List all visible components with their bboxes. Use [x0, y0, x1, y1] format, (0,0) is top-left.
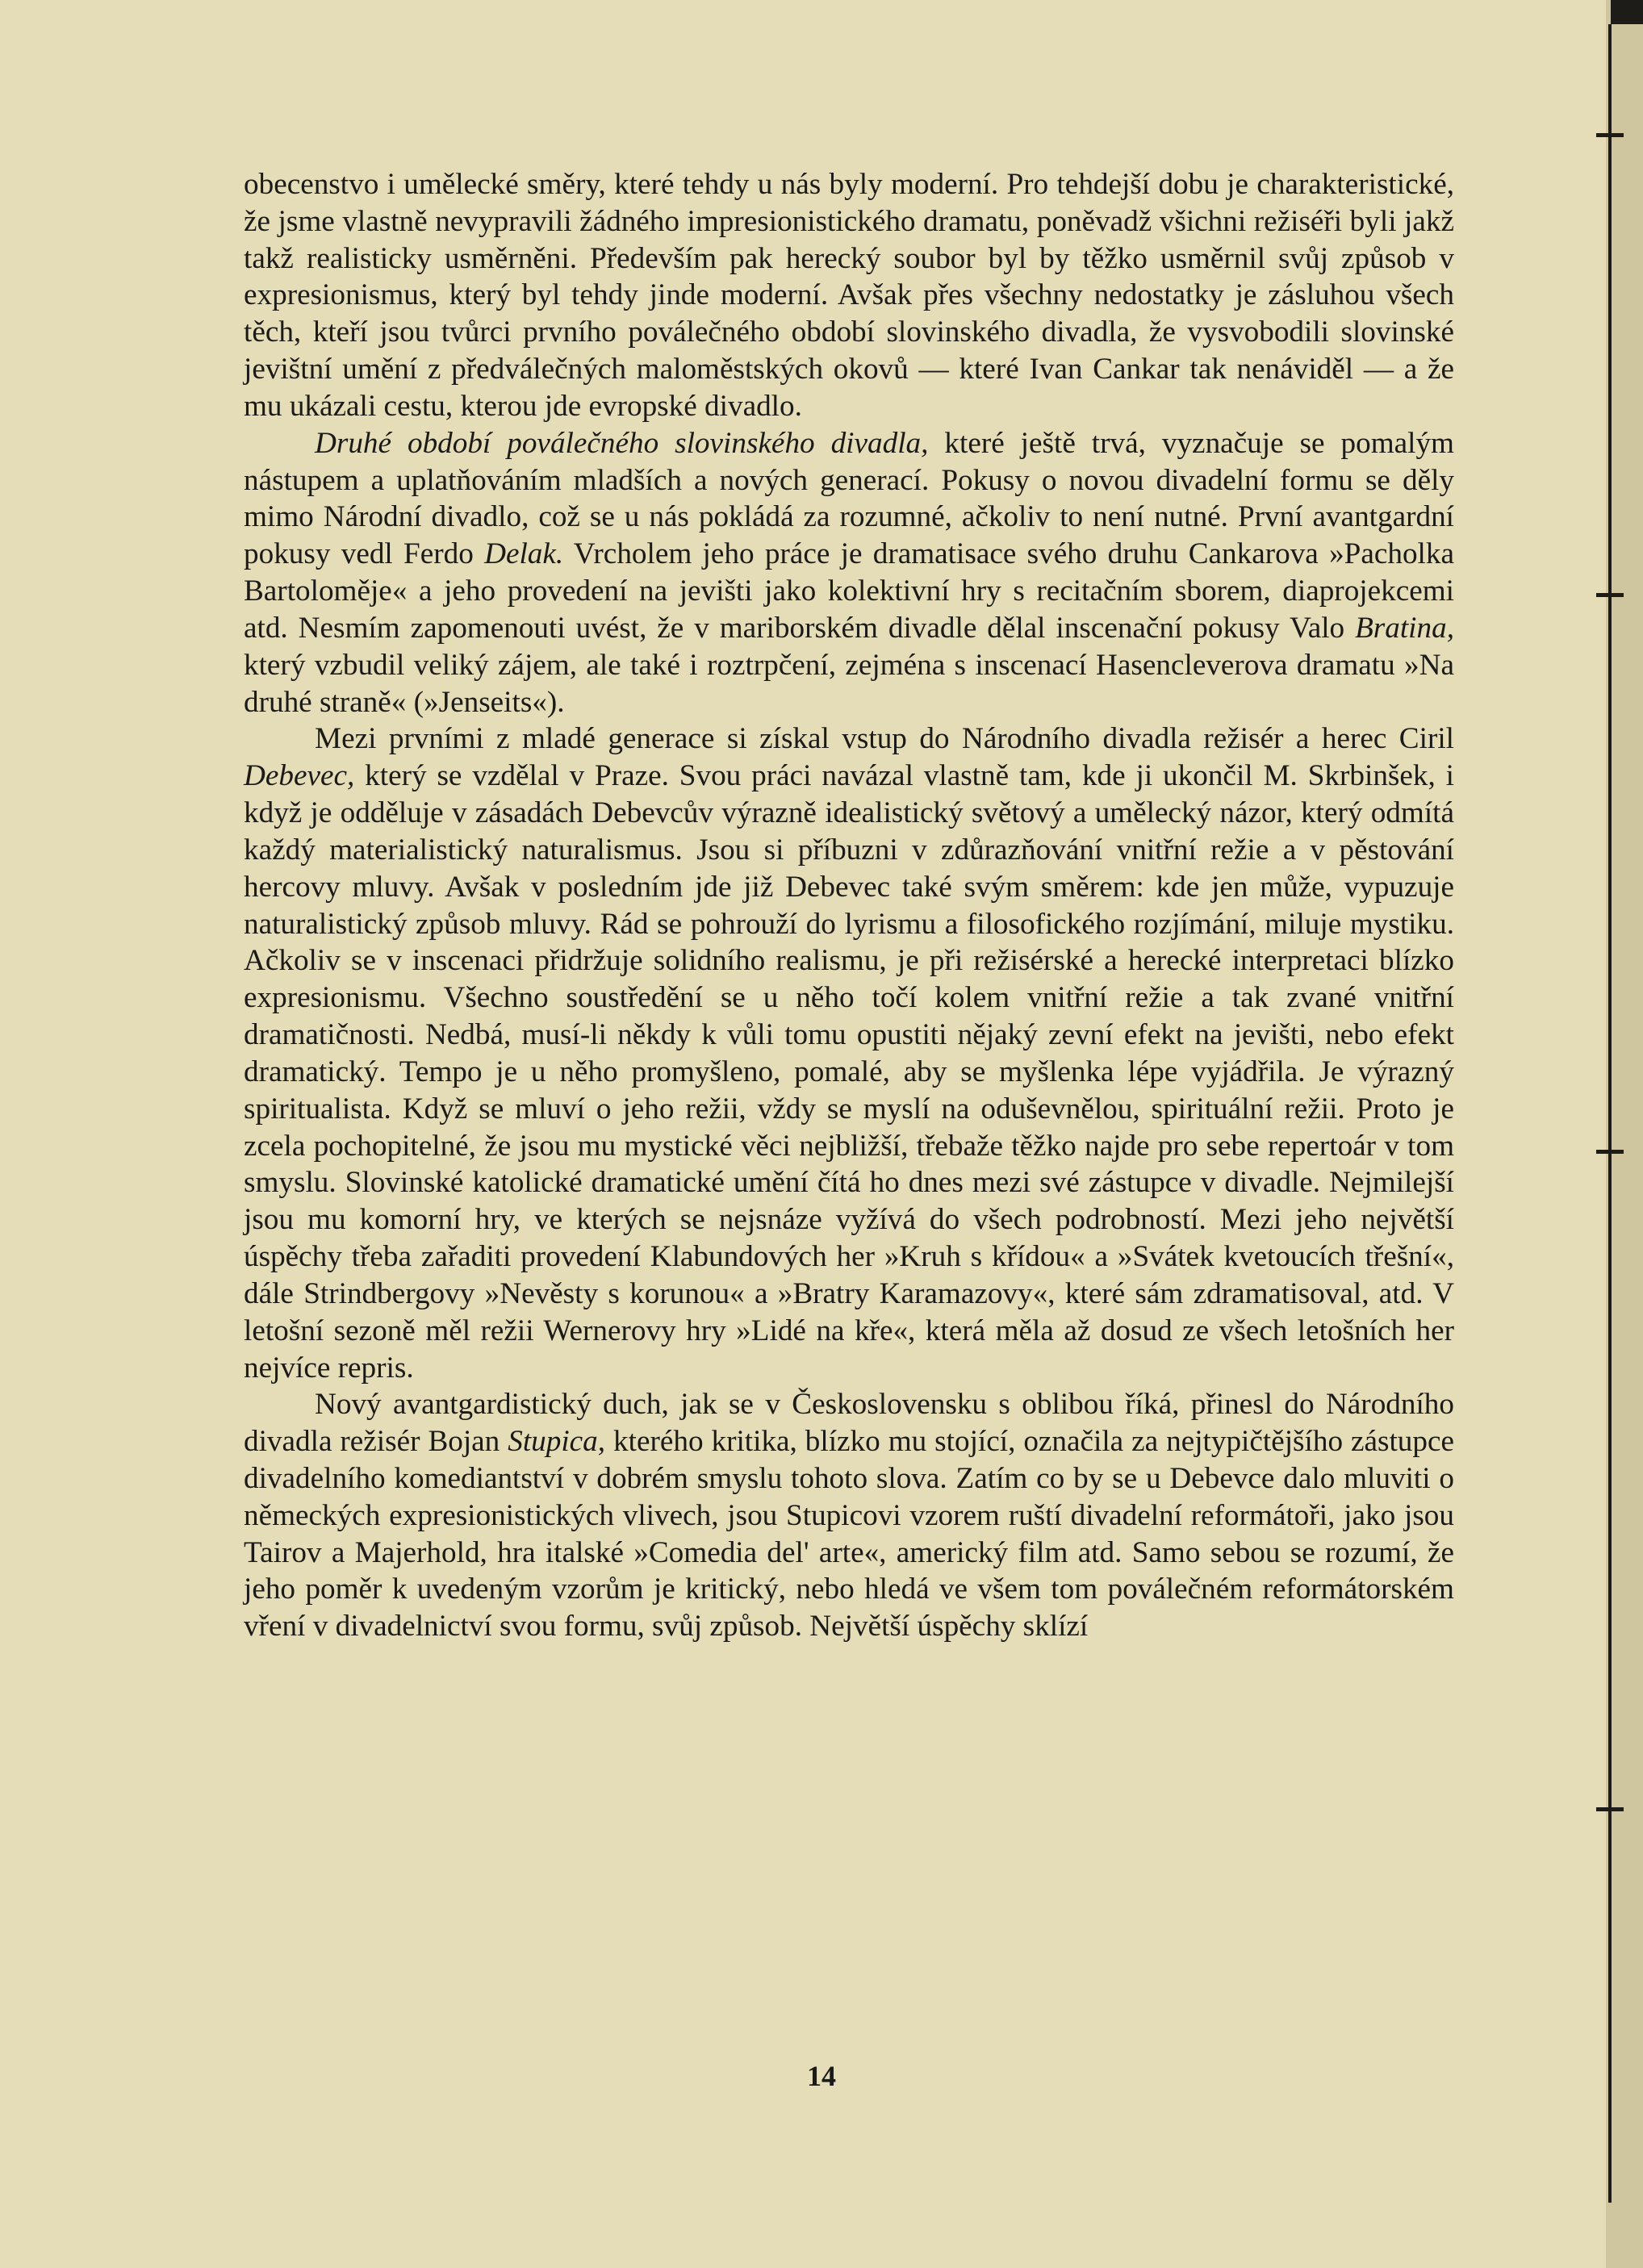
paragraph-text: který se vzdělal v Praze. Svou práci navázal vlastně tam, kde ji ukončil M. Skrbinšek, i když je odděluje v zásadách Debevcův výrazně idealistický světový a umělecký názor, který odmítá každý materialistický naturalismus. Jsou si příbuzni v zdůrazňování vnitřní režie a v pěstování hercovy mluvy. Avšak v posledním jde již Debevec také svým směrem: kde jen může, vypuzuje naturalistický způsob mluvy. Rád se pohrouží do lyrismu a filosofického rozjímání, miluje mystiku. Ačkoliv se v inscenaci přidržuje solidního realismu, je při režisérské a herecké interpretaci blízko expresionismu. Všechno soustředění se u něho točí kolem vnitřní režie a tak zvané vnitřní dramatičnosti. Nedbá, musí-li někdy k vůli tomu opustiti nějaký zevní efekt na jevišti, nebo efekt dramatický. Tempo je u něho promyšleno, pomalé, aby se myšlenka lépe vyjádřila. Je výrazný spiritualista. Když se mluví o jeho režii, vždy se myslí na oduševnělou, spirituální režii. Proto je zcela pochopitelné, že jsou mu mystické věci nejbližší, třebaže těžko najde pro sebe repertoár v tom smyslu. Slovinské katolické dramatické umění čítá ho dnes mezi své zástupce v divadle. Nejmilejší jsou mu komorní hry, ve kterých se nejsnáze vyžívá do všech podrobností. Mezi jeho největší úspěchy třeba zařaditi provedení Klabundových her »Kruh s křídou« a »Svátek kvetoucích třešní«, dále Strindbergovy »Nevěsty s korunou« a »Bratry Karamazovy«, které sám zdramatisoval, atd. V letošní sezoně měl režii Wernerovy hry »Lidé na kře«, která měla až dosud ze všech letošních her nejvíce repris. [244, 759, 1454, 1385]
paragraph-text: kterého kritika, blízko mu stojící, označila za nejtypičtějšího zástupce divadelního komediantství v dobrém smyslu tohoto slova. Zatím co by se u Debevce dalo mluviti o německých expresionistických vlivech, jsou Stupicovi vzorem ruští divadelní reformátoři, jako jsou Tairov a Majerhold, hra italské »Comedia del' arte«, americký film atd. Samo sebou se rozumí, že jeho poměr k uvedeným vzorům je kritický, nebo hledá ve všem tom poválečném reformátorském vření v divadelnictví svou formu, svůj způsob. Největší úspěchy sklízí [244, 1425, 1455, 1644]
binding-top-mark [1611, 0, 1643, 24]
paragraph-text: Nový avantgardistický duch, jak se v Československu s oblibou říká, přinesl do Národního divadla režisér Bojan [244, 1388, 1454, 1459]
paragraph-text: který vzbudil veliký zájem, ale také i roztrpčení, zejména s inscenací Hasencleverova dramatu »Na druhé straně« (»Jenseits«). [244, 648, 1454, 719]
paragraph-emphasis: Stupica, [508, 1425, 606, 1459]
paragraph [244, 425, 1454, 721]
binding-tick-mark [1596, 593, 1624, 597]
binding-tick-mark [1596, 1807, 1624, 1811]
body-text [244, 166, 1454, 1645]
paragraph [244, 720, 1454, 1386]
paragraph-emphasis: Bratina, [1355, 611, 1454, 645]
paragraph-text: Mezi prvními z mladé generace si získal vstup do Národního divadla režisér a herec Ciril [315, 722, 1454, 756]
paragraph [244, 1386, 1454, 1645]
binding-tick-mark [1596, 1150, 1624, 1154]
paragraph-text: Vrcholem jeho práce je dramatisace svého druhu Cankarova »Pacholka Bartoloměje« a jeho provedení na jevišti jako kolektivní hry s recitačním sborem, diaprojekcemi atd. Nesmím zapomenouti uvést, že v mariborském divadle dělal inscenační pokusy Valo [244, 537, 1454, 645]
paragraph-emphasis: Debevec, [244, 759, 355, 793]
binding-spine-line [1608, 24, 1612, 2203]
paragraph-emphasis: Delak. [484, 537, 564, 571]
page-number: 14 [807, 2060, 836, 2092]
binding-tick-mark [1596, 133, 1624, 137]
paragraph [244, 166, 1454, 425]
paragraph-emphasis: Druhé období poválečného slovinského divadla, [315, 426, 929, 460]
paragraph-text: obecenstvo i umělecké směry, které tehdy u nás byly moderní. Pro tehdejší dobu je charakteristické, že jsme vlastně nevypravili žádného impresionistického dramatu, poněvadž všichni režiséři byli jakž takž realisticky usměrněni. Především pak herecký soubor byl by těžko usměrnil svůj způsob v expresionismus, který byl tehdy jinde moderní. Avšak přes všechny nedostatky je zásluhou všech těch, kteří jsou tvůrci prvního poválečného období slovinského divadla, že vysvobodili slovinské jevištní umění z předválečných maloměstských okovů — které Ivan Cankar tak nenáviděl — a že mu ukázali cestu, kterou jde evropské divadlo. [244, 168, 1454, 423]
paragraph-text: které ještě trvá, vyznačuje se pomalým nástupem a uplatňováním mladších a nových generací. Pokusy o novou divadelní formu se děly mimo Národní divadlo, což se u nás pokládá za rozumné, ačkoliv to není nutné. První avantgardní pokusy vedl Ferdo [244, 426, 1454, 571]
